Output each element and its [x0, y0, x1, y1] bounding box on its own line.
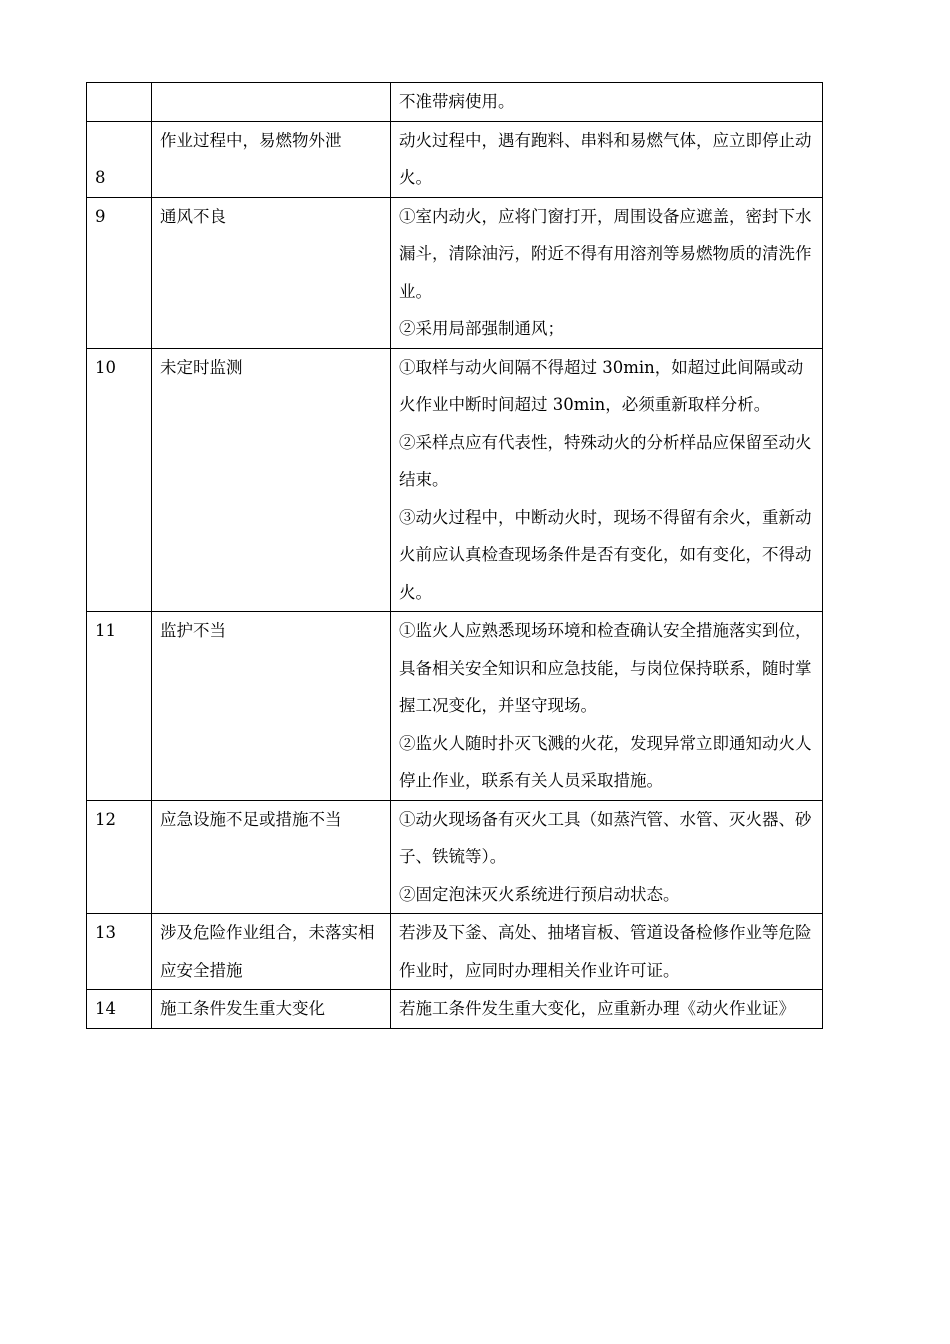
table-row — [87, 83, 823, 122]
hazard-measures-table — [86, 82, 823, 1029]
table-row — [87, 990, 823, 1029]
hazard-cell: 涉及危险作业组合，未落实相应安全措施 — [152, 914, 391, 990]
measure-cell — [391, 197, 823, 348]
measure-text: ①取样与动火间隔不得超过 30min，如超过此间隔或动火作业中断时间超过 30min，必须重新取样分析。 — [399, 357, 804, 414]
hazard-cell: 通风不良 — [152, 197, 391, 348]
table-row — [87, 197, 823, 348]
measure-text: ①动火现场备有灭火工具（如蒸汽管、水管、灭火器、砂子、铁锍等）。 — [399, 809, 812, 866]
measure-text: ②监火人随时扑灭飞溅的火花，发现异常立即通知动火人停止作业，联系有关人员采取措施。 — [399, 733, 812, 790]
row-number-cell: 12 — [87, 800, 152, 914]
table-row — [87, 348, 823, 612]
row-number-cell: 14 — [87, 990, 152, 1029]
measure-cell — [391, 914, 823, 990]
table-row — [87, 800, 823, 914]
measure-text: ①监火人应熟悉现场环境和检查确认安全措施落实到位，具备相关安全知识和应急技能，与岗位保持联系，随时掌握工况变化，并坚守现场。 — [399, 621, 812, 715]
measure-text: ②采用局部强制通风； — [399, 319, 564, 338]
row-number-cell — [87, 83, 152, 122]
table-row — [87, 612, 823, 801]
row-number-cell: 8 — [87, 121, 152, 197]
row-number-cell: 10 — [87, 348, 152, 612]
measure-text: 不准带病使用。 — [399, 92, 515, 111]
measure-cell — [391, 990, 823, 1029]
hazard-cell: 应急设施不足或措施不当 — [152, 800, 391, 914]
hazard-cell: 施工条件发生重大变化 — [152, 990, 391, 1029]
measure-cell — [391, 800, 823, 914]
row-number-cell: 9 — [87, 197, 152, 348]
table-row — [87, 914, 823, 990]
measure-text: ②固定泡沫灭火系统进行预启动状态。 — [399, 884, 680, 904]
measure-text: ②采样点应有代表性，特殊动火的分析样品应保留至动火结束。 — [399, 432, 812, 489]
measure-text: 若涉及下釜、高处、抽堵盲板、管道设备检修作业等危险作业时，应同时办理相关作业许可证。 — [399, 923, 812, 980]
measure-cell — [391, 348, 823, 612]
table-row — [87, 121, 823, 197]
hazard-cell — [152, 83, 391, 122]
row-number-cell: 13 — [87, 914, 152, 990]
measure-text: 若施工条件发生重大变化，应重新办理《动火作业证》 — [399, 999, 795, 1018]
measure-text: ①室内动火，应将门窗打开，周围设备应遮盖，密封下水漏斗，清除油污，附近不得有用溶剂等易燃物质的清洗作业。 — [399, 206, 812, 301]
measure-text: 动火过程中，遇有跑料、串料和易燃气体，应立即停止动火。 — [399, 130, 812, 187]
measure-cell — [391, 83, 823, 122]
hazard-cell: 未定时监测 — [152, 348, 391, 612]
row-number-cell: 11 — [87, 612, 152, 801]
hazard-cell: 作业过程中，易燃物外泄 — [152, 121, 391, 197]
measure-cell — [391, 121, 823, 197]
hazard-cell: 监护不当 — [152, 612, 391, 801]
measure-cell — [391, 612, 823, 801]
measure-text: ③动火过程中，中断动火时，现场不得留有余火，重新动火前应认真检查现场条件是否有变化，如有变化，不得动火。 — [399, 507, 812, 602]
